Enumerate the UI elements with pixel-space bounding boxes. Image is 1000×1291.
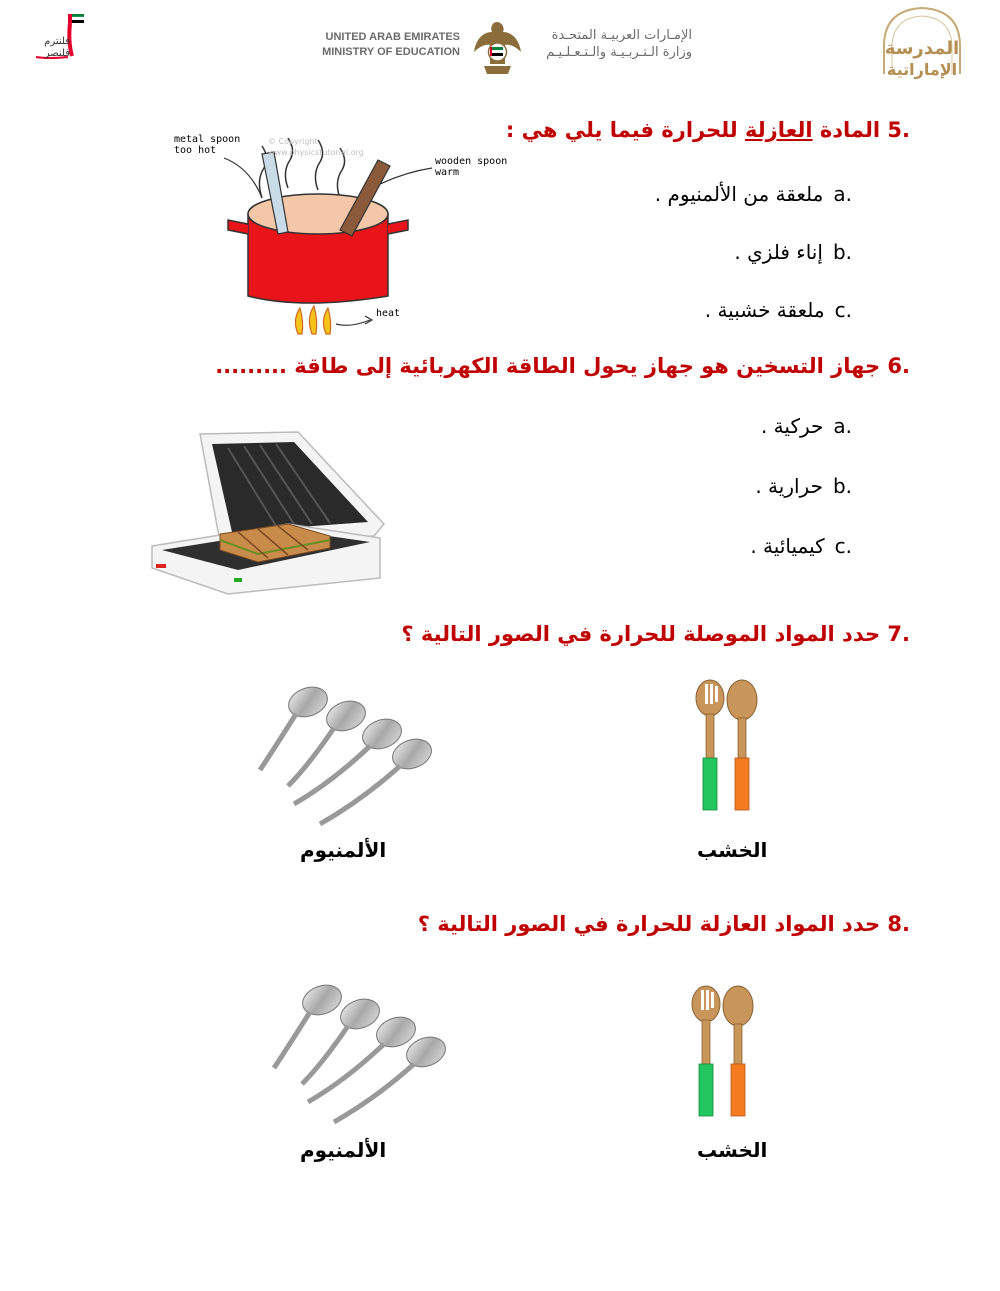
wooden-spoon-label-line1: wooden spoon [435, 156, 508, 167]
right-logo-line1: المدرسة [884, 38, 960, 59]
q6-option-a-text: حركية . [760, 414, 824, 438]
q8-spoons-image [266, 980, 451, 1130]
q5-option-b-letter: b. [832, 240, 852, 264]
question-8 [418, 912, 910, 936]
falcon-emblem-icon [470, 18, 525, 78]
question-6 [215, 354, 910, 378]
q5-option-b[interactable] [734, 240, 852, 264]
q5-option-a-text: ملعقة من الألمنيوم . [654, 182, 824, 206]
q6-option-b[interactable] [755, 474, 852, 498]
q8-left-caption: الألمنيوم [300, 1138, 387, 1162]
wooden-spoon-label [435, 156, 507, 178]
metal-spoon-label-line1: metal spoon [174, 134, 241, 145]
question-6-text: جهاز التسخين هو جهاز يحول الطاقة الكهربائية إلى طاقة ......... [215, 354, 881, 378]
sandwich-grill-icon [148, 428, 388, 598]
question-5-text-after: للحرارة فيما يلي هي : [505, 118, 745, 142]
wooden-spoon-label-line2: warm [435, 167, 460, 178]
right-logo [872, 4, 972, 84]
question-5-text-before: المادة [812, 118, 881, 142]
header-english [308, 30, 460, 60]
q5-option-c-letter: c. [834, 298, 852, 322]
q5-option-c-text: ملعقة خشبية . [704, 298, 825, 322]
header-en-line1: UNITED ARAB EMIRATES [325, 31, 460, 43]
right-logo-line2: الإماراتية [886, 60, 958, 79]
q7-spoons-image [252, 682, 437, 832]
q6-option-a-letter: a. [833, 414, 852, 438]
pot-diagram [170, 128, 515, 343]
header-ar-line2: وزارة الـتـربـيـة والـتـعـلـيـم [546, 45, 692, 60]
question-5-underlined-word: العازلة [745, 118, 813, 142]
metal-spoon-label-line2: too hot [174, 145, 217, 156]
question-8-text: حدد المواد العازلة للحرارة في الصور التالية ؟ [417, 912, 881, 936]
question-5-number: 5. [887, 118, 910, 142]
q6-option-c[interactable] [750, 534, 852, 558]
uae-emblem [470, 18, 525, 78]
question-5 [506, 118, 910, 142]
heat-label: heat [376, 308, 401, 319]
question-7-text: حدد المواد الموصلة للحرارة في الصور التالية ؟ [401, 622, 881, 646]
metal-spoons-icon [266, 980, 451, 1130]
question-8-number: 8. [887, 912, 910, 936]
q8-wooden-spoons-image [684, 984, 760, 1120]
wooden-spoons-icon [684, 984, 760, 1120]
q7-left-caption: الألمنيوم [300, 838, 387, 862]
watermark-line2: www.physicstutorial.org [268, 148, 364, 157]
left-logo [28, 12, 88, 67]
q6-option-c-text: كيميائية . [750, 534, 825, 558]
wooden-spoons-icon [688, 678, 764, 814]
q7-right-caption: الخشب [697, 838, 768, 862]
header-ar-line1: الإمـارات العربيـة المتحـدة [551, 28, 692, 43]
left-logo-text: فلنترم فلنصر [44, 36, 70, 59]
header-arabic [532, 27, 692, 61]
question-7-number: 7. [887, 622, 910, 646]
watermark-line1: © Copyright [268, 137, 318, 146]
sandwich-grill-image [148, 428, 388, 598]
q5-option-a[interactable] [655, 182, 852, 206]
question-7 [401, 622, 910, 646]
q5-option-a-letter: a. [833, 182, 852, 206]
q8-right-caption: الخشب [697, 1138, 768, 1162]
q6-option-a[interactable] [761, 414, 852, 438]
q5-option-c[interactable] [705, 298, 852, 322]
q7-wooden-spoons-image [688, 678, 764, 814]
header-en-line2: MINISTRY OF EDUCATION [322, 46, 460, 58]
q5-option-b-text: إناء فلزي . [734, 240, 823, 264]
metal-spoons-icon [252, 682, 437, 832]
diagram-watermark [268, 136, 364, 158]
q6-option-c-letter: c. [834, 534, 852, 558]
question-6-number: 6. [887, 354, 910, 378]
q6-option-b-text: حرارية . [755, 474, 823, 498]
metal-spoon-label [174, 134, 240, 156]
q6-option-b-letter: b. [832, 474, 852, 498]
